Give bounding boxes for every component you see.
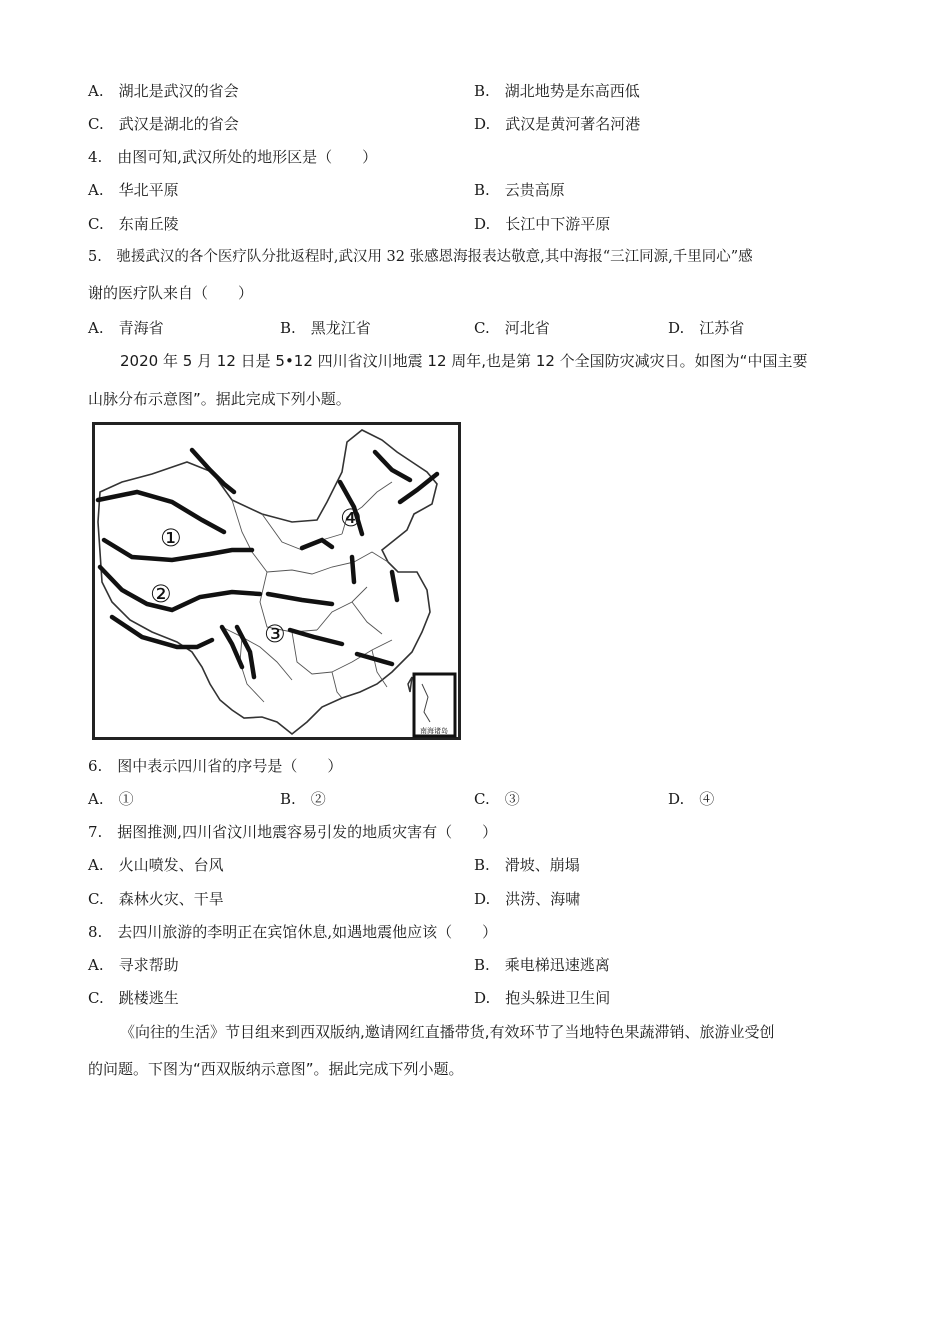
china-mountains-map (92, 422, 461, 740)
q6-option-d: D. ④ (668, 790, 715, 808)
q3-option-c: C. 武汉是湖北的省会 (88, 115, 239, 133)
q8-option-b: B. 乘电梯迅速逃离 (474, 956, 610, 974)
q7-option-a: A. 火山喷发、台风 (88, 856, 224, 874)
q4-option-a: A. 华北平原 (88, 181, 179, 199)
q6-option-c: C. ③ (474, 790, 520, 808)
intro2-line2: 的问题。下图为“西双版纳示意图”。据此完成下列小题。 (88, 1060, 464, 1078)
map-inset-label: 南海诸岛 (420, 727, 448, 735)
map-label-3: ③ (264, 620, 286, 648)
q6-option-b: B. ② (280, 790, 326, 808)
q7-option-c: C. 森林火灾、干旱 (88, 890, 224, 908)
map-label-1: ① (160, 524, 182, 552)
q5-option-c: C. 河北省 (474, 319, 550, 337)
q6-option-a: A. ① (88, 790, 134, 808)
q8-option-d: D. 抱头躲进卫生间 (474, 989, 611, 1007)
map-label-2: ② (150, 580, 172, 608)
q4-option-d: D. 长江中下游平原 (474, 215, 611, 233)
intro1-line1: 2020 年 5 月 12 日是 5•12 四川省汶川地震 12 周年,也是第 12 个全国防灾减灾日。如图为“中国主要 (120, 352, 808, 370)
intro1-line2: 山脉分布示意图”。据此完成下列小题。 (88, 390, 351, 408)
q3-option-a: A. 湖北是武汉的省会 (88, 82, 239, 100)
q8-stem: 8. 去四川旅游的李明正在宾馆休息,如遇地震他应该（ ） (88, 923, 498, 941)
q8-option-c: C. 跳楼逃生 (88, 989, 179, 1007)
q5-option-d: D. 江苏省 (668, 319, 745, 337)
q5-option-b: B. 黑龙江省 (280, 319, 371, 337)
map-label-4: ④ (340, 504, 362, 532)
q5-option-a: A. 青海省 (88, 319, 164, 337)
q7-stem: 7. 据图推测,四川省汶川地震容易引发的地质灾害有（ ） (88, 823, 498, 841)
q5-stem-line2: 谢的医疗队来自（ ） (88, 284, 254, 302)
q6-stem: 6. 图中表示四川省的序号是（ ） (88, 757, 343, 775)
q4-option-b: B. 云贵高原 (474, 181, 565, 199)
q4-stem: 4. 由图可知,武汉所处的地形区是（ ） (88, 148, 378, 166)
q4-option-c: C. 东南丘陵 (88, 215, 179, 233)
q5-stem-line1: 5. 驰援武汉的各个医疗队分批返程时,武汉用 32 张感恩海报表达敬意,其中海报“三江同源,千里同心”感 (88, 249, 753, 265)
q7-option-b: B. 滑坡、崩塌 (474, 856, 580, 874)
q7-option-d: D. 洪涝、海啸 (474, 890, 581, 908)
q3-option-d: D. 武汉是黄河著名河港 (474, 115, 641, 133)
intro2-line1: 《向往的生活》节目组来到西双版纳,邀请网红直播带货,有效环节了当地特色果蔬滞销、旅游业受创 (120, 1023, 775, 1041)
q3-option-b: B. 湖北地势是东高西低 (474, 82, 640, 100)
q8-option-a: A. 寻求帮助 (88, 956, 179, 974)
